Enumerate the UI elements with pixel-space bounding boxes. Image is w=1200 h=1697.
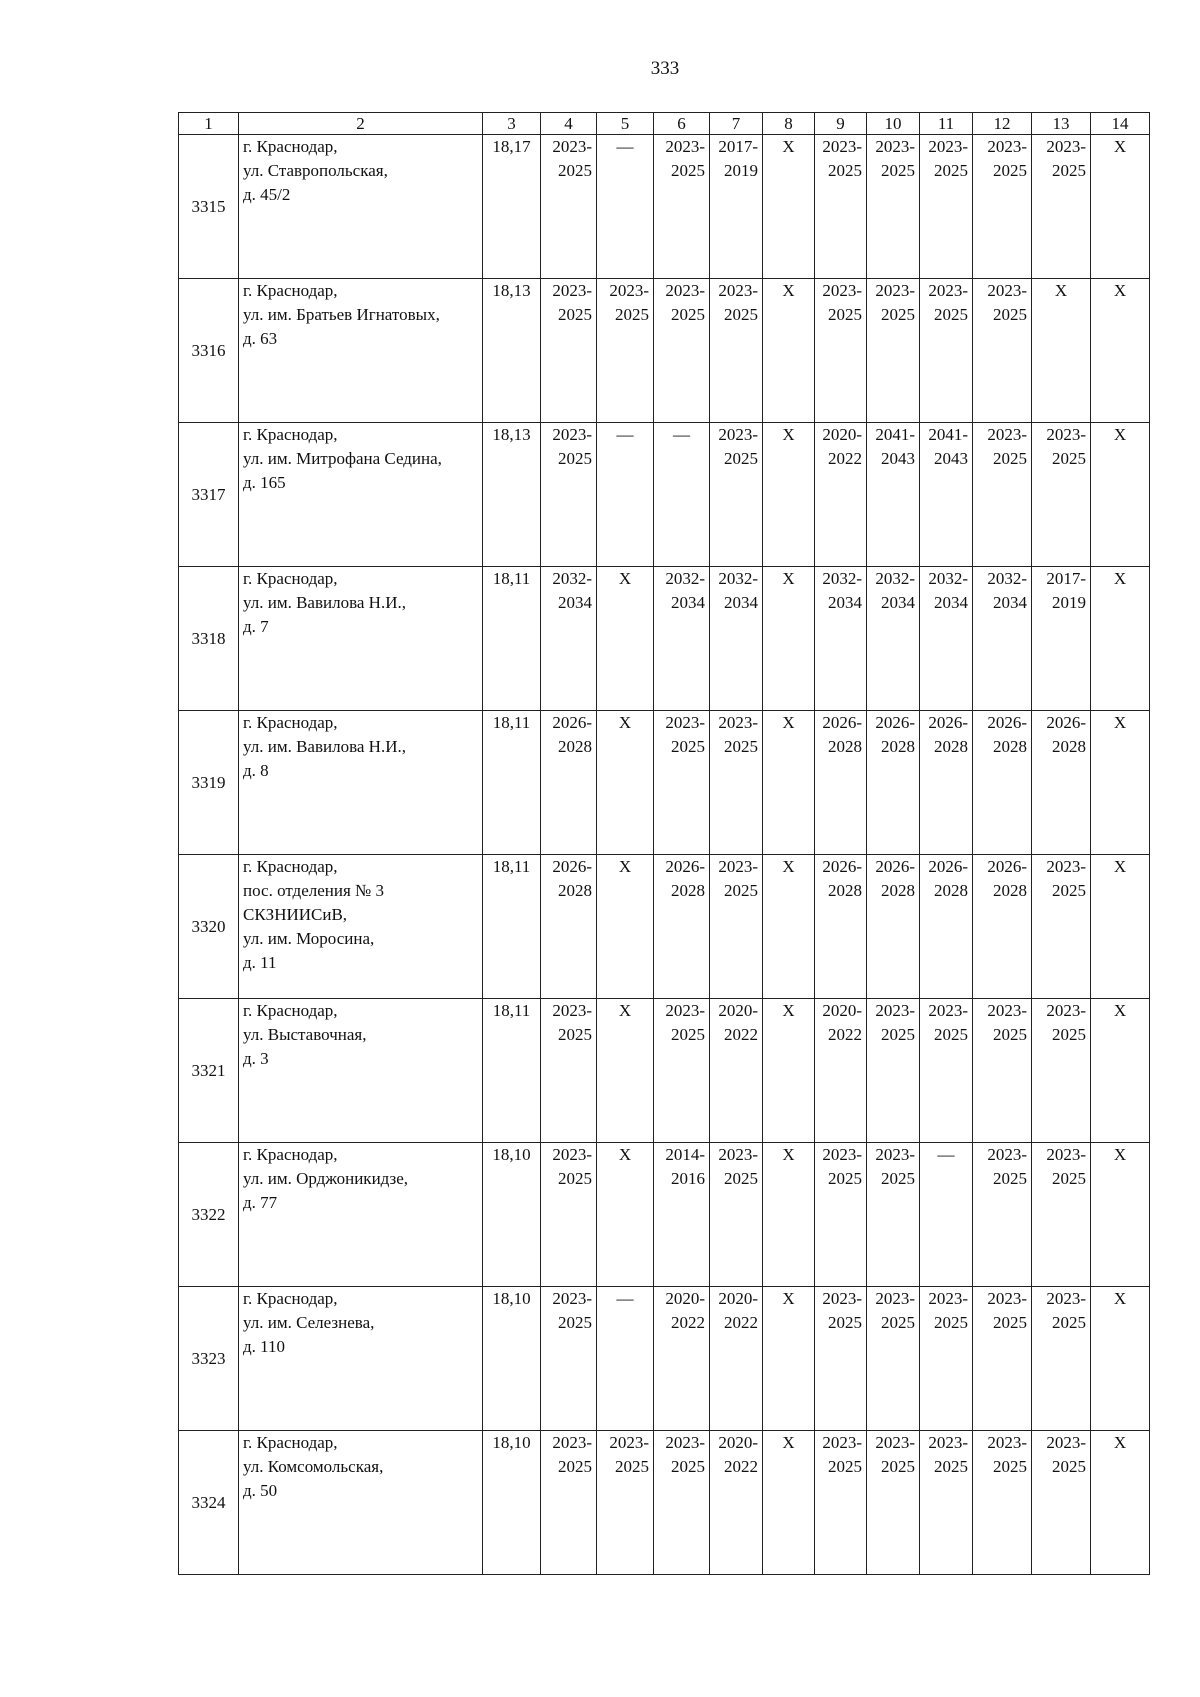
- value-cell: 2023- 2025: [973, 279, 1032, 423]
- column-header: 14: [1091, 113, 1150, 135]
- row-number: 3317: [179, 423, 239, 567]
- value-cell: 2023- 2025: [654, 711, 710, 855]
- value-cell: 2023- 2025: [710, 711, 763, 855]
- value-cell: 2020- 2022: [815, 423, 867, 567]
- value-cell: 2023- 2025: [920, 1431, 973, 1575]
- value-cell: 2026- 2028: [541, 855, 597, 999]
- table-row: [179, 711, 1150, 855]
- row-number: 3322: [179, 1143, 239, 1287]
- value-cell: 2023- 2025: [710, 423, 763, 567]
- value-cell: 2023- 2025: [541, 279, 597, 423]
- address-line: г. Краснодар,: [243, 713, 338, 732]
- address-line: ул. им. Братьев Игнатовых,: [243, 305, 440, 324]
- address-line: пос. отделения № 3: [243, 881, 385, 900]
- value-cell: 2023- 2025: [541, 999, 597, 1143]
- value-cell: 2026- 2028: [815, 855, 867, 999]
- address-cell: [239, 279, 483, 423]
- column-header: 13: [1032, 113, 1091, 135]
- value-cell: X: [597, 855, 654, 999]
- value-cell: 2023- 2025: [654, 135, 710, 279]
- address-cell: [239, 711, 483, 855]
- value-cell: 2023- 2025: [920, 279, 973, 423]
- address-line: д. 7: [243, 617, 269, 636]
- value-cell: 2020- 2022: [710, 1431, 763, 1575]
- address-cell: [239, 135, 483, 279]
- address-line: ул. им. Селезнева,: [243, 1313, 375, 1332]
- address-line: СКЗНИИСиВ,: [243, 905, 348, 924]
- address-line: ул. Ставропольская,: [243, 161, 388, 180]
- row-number: 3319: [179, 711, 239, 855]
- value-cell: 2020- 2022: [815, 999, 867, 1143]
- address-line: ул. им. Вавилова Н.И.,: [243, 737, 406, 756]
- value-cell: 2023- 2025: [541, 135, 597, 279]
- value-cell: 2026- 2028: [1032, 711, 1091, 855]
- value-cell: 2023- 2025: [973, 999, 1032, 1143]
- value-cell: —: [920, 1143, 973, 1287]
- value-cell: 2032- 2034: [541, 567, 597, 711]
- table-row: [179, 999, 1150, 1143]
- column-header: 4: [541, 113, 597, 135]
- value-cell: 2014- 2016: [654, 1143, 710, 1287]
- value-cell: 2023- 2025: [1032, 1287, 1091, 1431]
- address-line: д. 165: [243, 473, 286, 492]
- address-cell: [239, 999, 483, 1143]
- value-cell: 2041- 2043: [867, 423, 920, 567]
- address-cell: [239, 1431, 483, 1575]
- value-cell: 2023- 2025: [867, 999, 920, 1143]
- value-cell: X: [763, 1431, 815, 1575]
- value-cell: X: [1091, 1143, 1150, 1287]
- address-line: г. Краснодар,: [243, 857, 338, 876]
- value-cell: 2023- 2025: [867, 1287, 920, 1431]
- value-cell: X: [1032, 279, 1091, 423]
- value-cell: 2023- 2025: [867, 135, 920, 279]
- value-cell: 2023- 2025: [1032, 1431, 1091, 1575]
- value-cell: 2023- 2025: [815, 279, 867, 423]
- column-header: 6: [654, 113, 710, 135]
- value-cell: 18,11: [483, 999, 541, 1143]
- value-cell: 18,10: [483, 1431, 541, 1575]
- value-cell: 2032- 2034: [973, 567, 1032, 711]
- column-header: 10: [867, 113, 920, 135]
- address-line: г. Краснодар,: [243, 281, 338, 300]
- value-cell: 2023- 2025: [973, 135, 1032, 279]
- row-number: 3324: [179, 1431, 239, 1575]
- value-cell: 2020- 2022: [710, 999, 763, 1143]
- value-cell: X: [763, 423, 815, 567]
- address-line: д. 11: [243, 953, 277, 972]
- value-cell: 2032- 2034: [710, 567, 763, 711]
- value-cell: 2023- 2025: [973, 1431, 1032, 1575]
- value-cell: X: [763, 855, 815, 999]
- address-line: г. Краснодар,: [243, 137, 338, 156]
- value-cell: X: [1091, 567, 1150, 711]
- page-number: 333: [650, 58, 680, 79]
- address-line: д. 50: [243, 1481, 278, 1500]
- address-line: ул. Комсомольская,: [243, 1457, 384, 1476]
- value-cell: X: [763, 1287, 815, 1431]
- address-line: г. Краснодар,: [243, 1001, 338, 1020]
- column-header-row: [179, 113, 1150, 135]
- value-cell: 2023- 2025: [1032, 1143, 1091, 1287]
- address-line: д. 45/2: [243, 185, 291, 204]
- value-cell: —: [597, 135, 654, 279]
- row-number: 3315: [179, 135, 239, 279]
- address-line: г. Краснодар,: [243, 1433, 338, 1452]
- value-cell: 18,11: [483, 855, 541, 999]
- value-cell: X: [1091, 279, 1150, 423]
- value-cell: 2026- 2028: [920, 711, 973, 855]
- value-cell: 2023- 2025: [710, 855, 763, 999]
- address-line: д. 63: [243, 329, 278, 348]
- value-cell: X: [597, 999, 654, 1143]
- value-cell: 2017- 2019: [710, 135, 763, 279]
- value-cell: 2023- 2025: [973, 1287, 1032, 1431]
- value-cell: 2032- 2034: [920, 567, 973, 711]
- address-cell: [239, 1143, 483, 1287]
- value-cell: 2026- 2028: [973, 855, 1032, 999]
- value-cell: 2023- 2025: [920, 1287, 973, 1431]
- row-number: 3323: [179, 1287, 239, 1431]
- value-cell: X: [763, 279, 815, 423]
- value-cell: X: [763, 999, 815, 1143]
- column-header: 7: [710, 113, 763, 135]
- value-cell: X: [1091, 135, 1150, 279]
- value-cell: 2026- 2028: [920, 855, 973, 999]
- value-cell: 18,13: [483, 423, 541, 567]
- value-cell: 2026- 2028: [541, 711, 597, 855]
- value-cell: X: [597, 711, 654, 855]
- value-cell: 18,10: [483, 1143, 541, 1287]
- table-row: [179, 855, 1150, 999]
- column-header: 2: [239, 113, 483, 135]
- value-cell: 2023- 2025: [597, 1431, 654, 1575]
- address-line: г. Краснодар,: [243, 1145, 338, 1164]
- value-cell: 2023- 2025: [867, 1431, 920, 1575]
- value-cell: X: [1091, 1287, 1150, 1431]
- table-row: [179, 1143, 1150, 1287]
- value-cell: 2023- 2025: [541, 1143, 597, 1287]
- value-cell: 18,17: [483, 135, 541, 279]
- value-cell: X: [1091, 855, 1150, 999]
- table-row: [179, 135, 1150, 279]
- address-line: г. Краснодар,: [243, 1289, 338, 1308]
- value-cell: 2020- 2022: [710, 1287, 763, 1431]
- value-cell: 2023- 2025: [1032, 135, 1091, 279]
- value-cell: 2023- 2025: [710, 1143, 763, 1287]
- column-header: 11: [920, 113, 973, 135]
- value-cell: X: [763, 1143, 815, 1287]
- value-cell: 2026- 2028: [867, 711, 920, 855]
- value-cell: 18,11: [483, 711, 541, 855]
- address-line: ул. им. Моросина,: [243, 929, 375, 948]
- value-cell: 2017- 2019: [1032, 567, 1091, 711]
- value-cell: 2023- 2025: [920, 135, 973, 279]
- value-cell: 2023- 2025: [973, 1143, 1032, 1287]
- value-cell: 2032- 2034: [815, 567, 867, 711]
- column-header: 3: [483, 113, 541, 135]
- value-cell: 2023- 2025: [541, 1287, 597, 1431]
- table-row: [179, 1287, 1150, 1431]
- value-cell: X: [597, 567, 654, 711]
- register-table: [178, 112, 1150, 1575]
- value-cell: 2023- 2025: [597, 279, 654, 423]
- value-cell: X: [1091, 711, 1150, 855]
- table-body: [179, 135, 1150, 1575]
- table-row: [179, 279, 1150, 423]
- value-cell: 18,10: [483, 1287, 541, 1431]
- address-line: ул. им. Митрофана Седина,: [243, 449, 442, 468]
- value-cell: 2023- 2025: [1032, 423, 1091, 567]
- value-cell: 18,13: [483, 279, 541, 423]
- value-cell: 18,11: [483, 567, 541, 711]
- address-line: д. 3: [243, 1049, 269, 1068]
- value-cell: 2032- 2034: [867, 567, 920, 711]
- value-cell: X: [597, 1143, 654, 1287]
- value-cell: 2023- 2025: [867, 1143, 920, 1287]
- column-header: 8: [763, 113, 815, 135]
- row-number: 3321: [179, 999, 239, 1143]
- value-cell: 2026- 2028: [973, 711, 1032, 855]
- table-row: [179, 423, 1150, 567]
- value-cell: 2023- 2025: [815, 1431, 867, 1575]
- address-line: ул. им. Орджоникидзе,: [243, 1169, 409, 1188]
- value-cell: X: [763, 711, 815, 855]
- address-line: д. 110: [243, 1337, 286, 1356]
- value-cell: 2023- 2025: [815, 135, 867, 279]
- value-cell: —: [597, 423, 654, 567]
- value-cell: 2020- 2022: [654, 1287, 710, 1431]
- value-cell: 2023- 2025: [920, 999, 973, 1143]
- column-header: 1: [179, 113, 239, 135]
- value-cell: 2023- 2025: [1032, 999, 1091, 1143]
- column-header: 5: [597, 113, 654, 135]
- address-cell: [239, 567, 483, 711]
- value-cell: 2023- 2025: [654, 999, 710, 1143]
- value-cell: —: [654, 423, 710, 567]
- value-cell: 2032- 2034: [654, 567, 710, 711]
- value-cell: 2023- 2025: [654, 279, 710, 423]
- row-number: 3316: [179, 279, 239, 423]
- value-cell: 2026- 2028: [867, 855, 920, 999]
- value-cell: 2023- 2025: [815, 1287, 867, 1431]
- column-header: 9: [815, 113, 867, 135]
- value-cell: 2026- 2028: [815, 711, 867, 855]
- table-row: [179, 567, 1150, 711]
- row-number: 3320: [179, 855, 239, 999]
- address-line: ул. им. Вавилова Н.И.,: [243, 593, 406, 612]
- value-cell: X: [763, 135, 815, 279]
- address-line: г. Краснодар,: [243, 425, 338, 444]
- address-line: г. Краснодар,: [243, 569, 338, 588]
- address-line: д. 77: [243, 1193, 278, 1212]
- value-cell: 2023- 2025: [1032, 855, 1091, 999]
- value-cell: X: [1091, 999, 1150, 1143]
- value-cell: 2026- 2028: [654, 855, 710, 999]
- value-cell: 2023- 2025: [867, 279, 920, 423]
- value-cell: 2023- 2025: [710, 279, 763, 423]
- value-cell: —: [597, 1287, 654, 1431]
- value-cell: 2023- 2025: [815, 1143, 867, 1287]
- value-cell: 2023- 2025: [541, 423, 597, 567]
- address-cell: [239, 423, 483, 567]
- value-cell: X: [1091, 1431, 1150, 1575]
- value-cell: 2023- 2025: [541, 1431, 597, 1575]
- table-row: [179, 1431, 1150, 1575]
- value-cell: X: [1091, 423, 1150, 567]
- address-cell: [239, 855, 483, 999]
- value-cell: 2023- 2025: [973, 423, 1032, 567]
- value-cell: X: [763, 567, 815, 711]
- address-cell: [239, 1287, 483, 1431]
- address-line: ул. Выставочная,: [243, 1025, 367, 1044]
- address-line: д. 8: [243, 761, 269, 780]
- column-header: 12: [973, 113, 1032, 135]
- value-cell: 2041- 2043: [920, 423, 973, 567]
- value-cell: 2023- 2025: [654, 1431, 710, 1575]
- row-number: 3318: [179, 567, 239, 711]
